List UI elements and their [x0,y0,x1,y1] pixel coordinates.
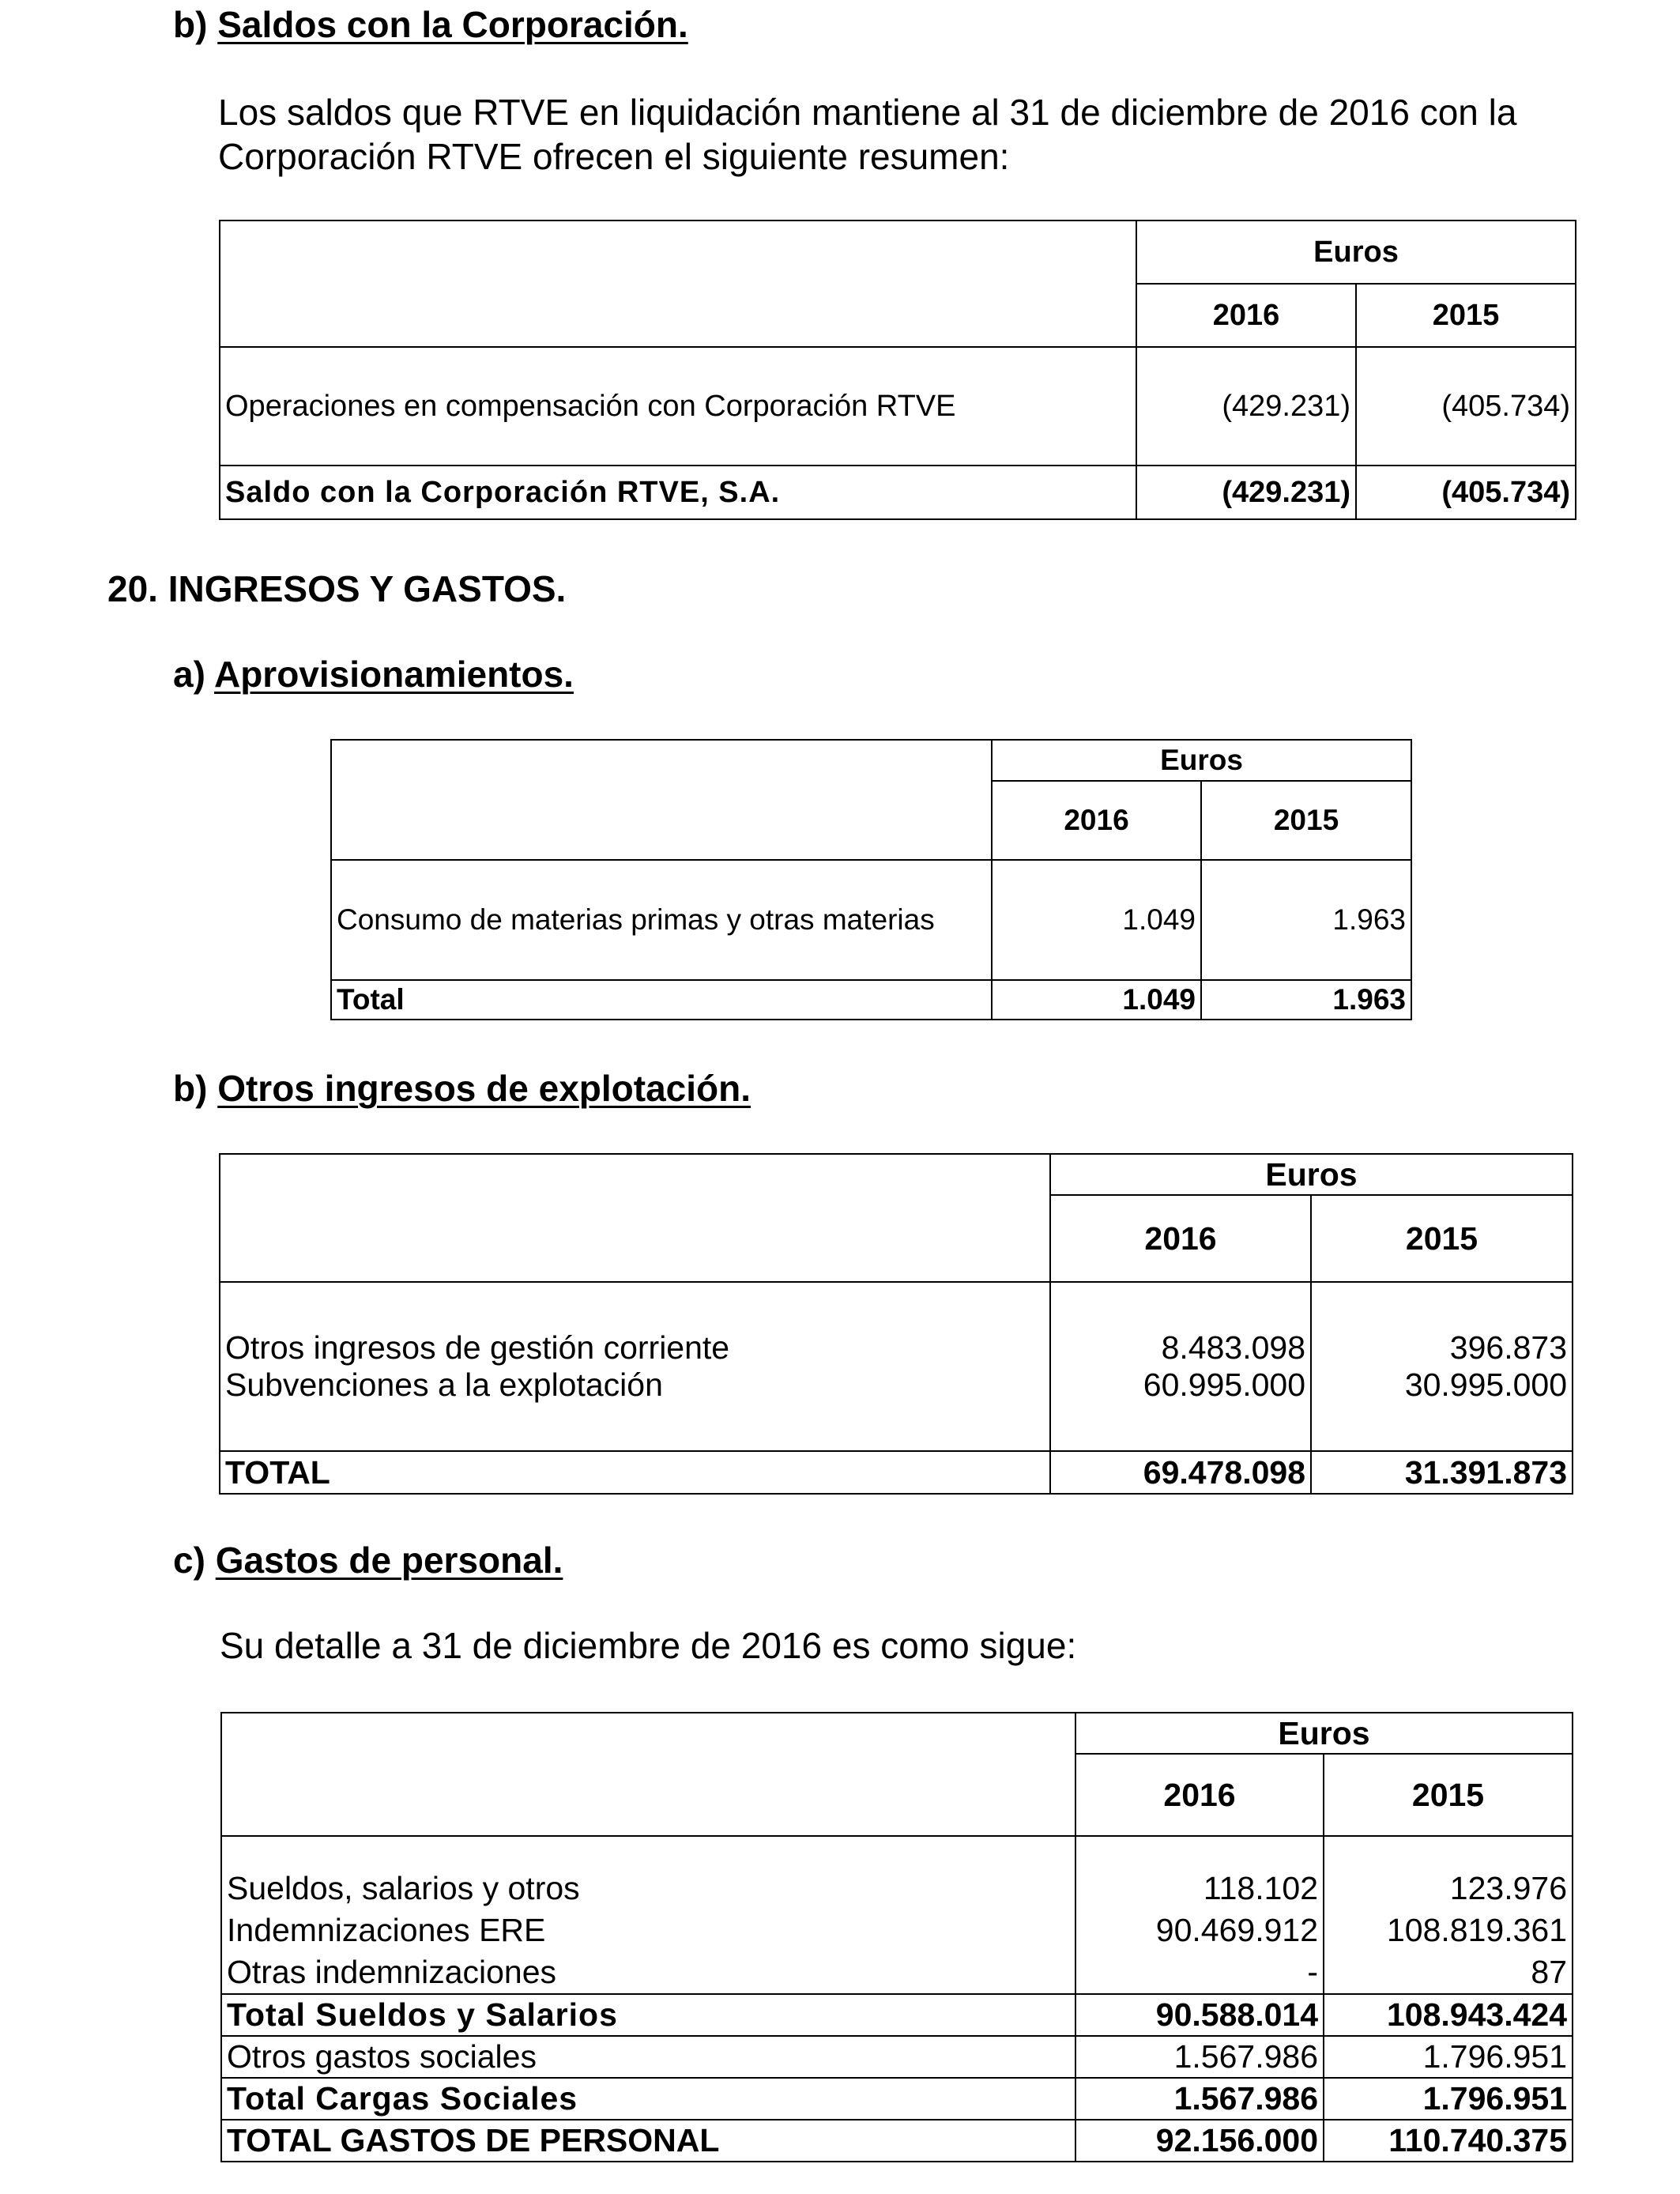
subtotal-sueldos-2016: 90.588.014 [1075,1994,1324,2036]
row-value-2016: (429.231) [1136,347,1356,466]
section-b1-letter: b) [173,4,208,45]
row-value-2015: 1.963 [1201,860,1411,980]
year-2015-header: 2015 [1201,781,1411,860]
section-b1-heading [173,3,688,46]
year-2015-header: 2015 [1324,1754,1573,1836]
header-blank-cell [220,1154,1050,1282]
section-b2-title: Otros ingresos de explotación. [217,1068,751,1109]
total-value-2015: 31.391.873 [1311,1451,1573,1494]
total-value-2016: 1.049 [992,980,1201,1020]
rows-2016-cell [1050,1282,1311,1451]
row-label: Operaciones en compensación con Corporación RTVE [220,347,1136,466]
row-label: Subvenciones a la explotación [225,1367,663,1403]
total-value-2016: 69.478.098 [1050,1451,1311,1494]
row-value-2015: 30.995.000 [1404,1367,1568,1403]
row-value-2016: 60.995.000 [1143,1367,1305,1403]
rows-label-cell [221,1836,1075,1994]
otros-gastos-sociales-2016: 1.567.986 [1075,2036,1324,2078]
section-20-heading: 20. INGRESOS Y GASTOS. [107,568,567,609]
euros-group-header: Euros [1136,221,1576,284]
total-value-2016: (429.231) [1136,466,1356,519]
total-value-2015: (405.734) [1356,466,1576,519]
rows-label-cell [220,1282,1050,1451]
rows-2016-cell [1075,1836,1324,1994]
row-value-2015: 123.976 [1449,1870,1568,1906]
section-b1-title: Saldos con la Corporación. [217,4,688,45]
total-gastos-personal-2015: 110.740.375 [1324,2120,1573,2162]
row-label: Consumo de materias primas y otras materias [331,860,992,980]
section-c-heading [173,1539,563,1581]
year-2016-header: 2016 [1050,1195,1311,1282]
section-c-letter: c) [173,1540,205,1581]
year-2015-header: 2015 [1311,1195,1573,1282]
otros-ingresos-table [219,1153,1573,1495]
total-label: Saldo con la Corporación RTVE, S.A. [220,466,1136,519]
aprovisionamientos-table [330,739,1412,1020]
subtotal-sueldos-2015: 108.943.424 [1324,1994,1573,2036]
row-value-2015: (405.734) [1356,347,1576,466]
section-c-title: Gastos de personal. [215,1540,563,1581]
row-value-2016: 90.469.912 [1155,1912,1318,1948]
year-2015-header: 2015 [1356,284,1576,347]
euros-group-header: Euros [1050,1154,1573,1195]
year-2016-header: 2016 [1075,1754,1324,1836]
section-a-title: Aprovisionamientos. [213,654,574,695]
otros-gastos-sociales-2015: 1.796.951 [1324,2036,1573,2078]
section-c-paragraph: Su detalle a 31 de diciembre de 2016 es como sigue: [220,1625,1077,1666]
total-gastos-personal-label: TOTAL GASTOS DE PERSONAL [221,2120,1075,2162]
year-2016-header: 2016 [992,781,1201,860]
row-label: Otras indemnizaciones [227,1954,557,1990]
total-label: TOTAL [220,1451,1050,1494]
row-value-2016: 118.102 [1203,1870,1318,1906]
section-b1-paragraph [218,90,1516,179]
section-b1-paragraph-line2: Corporación RTVE ofrecen el siguiente resumen: [218,136,1010,177]
subtotal-sueldos-label: Total Sueldos y Salarios [221,1994,1075,2036]
row-label: Otros ingresos de gestión corriente [225,1329,730,1366]
euros-group-header: Euros [1075,1713,1573,1754]
section-b2-heading [173,1067,751,1110]
row-label: Sueldos, salarios y otros [227,1870,580,1906]
otros-gastos-sociales-label: Otros gastos sociales [221,2036,1075,2078]
rows-2015-cell [1311,1282,1573,1451]
section-a-heading [173,653,574,696]
section-a-letter: a) [173,654,205,695]
total-value-2015: 1.963 [1201,980,1411,1020]
corporacion-balance-table [219,220,1576,520]
rows-2015-cell [1324,1836,1573,1994]
header-blank-cell [331,740,992,860]
total-label: Total [331,980,992,1020]
header-blank-cell [220,221,1136,347]
euros-group-header: Euros [992,740,1411,781]
row-value-2015: 396.873 [1449,1329,1568,1366]
subtotal-cargas-2015: 1.796.951 [1324,2078,1573,2120]
row-value-2016: - [1307,1954,1318,1990]
row-value-2015: 108.819.361 [1387,1912,1568,1948]
section-b2-letter: b) [173,1068,208,1109]
row-value-2016: 1.049 [992,860,1201,980]
header-blank-cell [221,1713,1075,1836]
subtotal-cargas-2016: 1.567.986 [1075,2078,1324,2120]
year-2016-header: 2016 [1136,284,1356,347]
subtotal-cargas-label: Total Cargas Sociales [221,2078,1075,2120]
row-value-2016: 8.483.098 [1161,1329,1305,1366]
row-value-2015: 87 [1531,1954,1568,1990]
row-label: Indemnizaciones ERE [227,1912,546,1948]
section-b1-paragraph-line1: Los saldos que RTVE en liquidación mantiene al 31 de diciembre de 2016 con la [218,92,1517,133]
total-gastos-personal-2016: 92.156.000 [1075,2120,1324,2162]
gastos-personal-table [220,1712,1573,2162]
